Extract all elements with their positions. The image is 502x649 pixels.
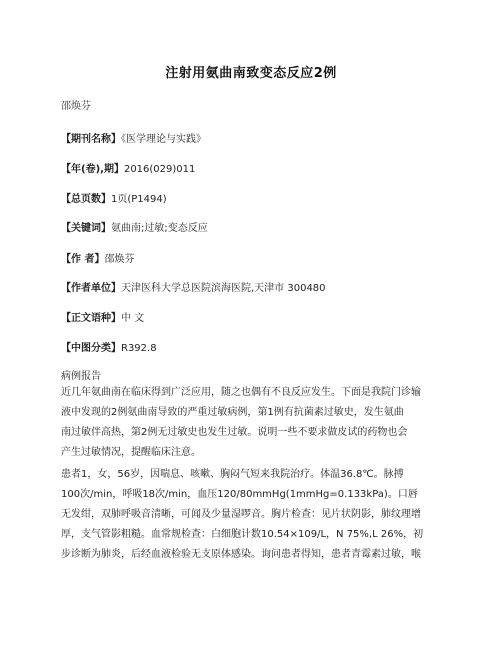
meta-key: 【期刊名称】	[61, 134, 121, 145]
meta-value: 2016(029)011	[123, 164, 196, 175]
meta-key: 【中图分类】	[61, 343, 121, 354]
meta-key: 【作 者】	[61, 254, 105, 265]
section-heading: 病例报告	[61, 371, 101, 382]
meta-value: 中 文	[121, 313, 145, 324]
meta-value: 邵焕芬	[104, 254, 135, 265]
text-line: 患者1，女，56岁，因喘息、咳嗽、胸闷气短来我院治疗。体温36.8℃。脉搏	[61, 469, 404, 480]
meta-key: 【正文语种】	[61, 313, 121, 324]
meta-value: 1页(P1494)	[111, 194, 167, 205]
case-paragraph	[61, 465, 445, 565]
intro-paragraph	[61, 383, 445, 463]
meta-keywords	[61, 219, 208, 234]
meta-journal	[61, 130, 206, 145]
meta-value: 天津医科大学总医院滨海医院,天津市 300480	[121, 283, 326, 294]
author-line: 邵焕芬	[61, 101, 91, 112]
meta-key: 【作者单位】	[61, 283, 121, 294]
text-line: 液中发现的2例氨曲南导致的严重过敏病例，第1例有抗菌素过敏史，发生氨曲	[61, 407, 404, 418]
text-line: 步诊断为肺炎，后经血液检验无支原体感染。询问患者得知，患者青霉素过敏，喉	[61, 549, 421, 560]
text-line: 近几年氨曲南在临床得到广泛应用，随之也偶有不良反应发生。下面是我院门诊输	[61, 387, 421, 398]
meta-key: 【总页数】	[61, 194, 111, 205]
text-line: 南过敏伴高热，第2例无过敏史也发生过敏。说明一些不要求做皮试的药物也会	[61, 427, 408, 438]
text-line: 100次/min，呼吸18次/min，血压120/80mmHg(1mmHg=0.133kPa)。口唇	[61, 489, 418, 500]
meta-author	[61, 250, 134, 265]
meta-value: 氨曲南;过敏;变态反应	[111, 223, 208, 234]
meta-value: R392.8	[121, 343, 157, 354]
meta-classification	[61, 339, 157, 354]
meta-affiliation	[61, 279, 326, 294]
meta-value: 《医学理论与实践》	[121, 134, 206, 145]
article-title: 注射用氨曲南致变态反应2例	[165, 66, 337, 81]
meta-key: 【年(卷),期】	[61, 164, 124, 175]
meta-language	[61, 309, 144, 324]
meta-pages	[61, 190, 167, 205]
text-line: 厚，支气管影粗糙。血常规检查：白细胞计数10.54×109/L，N 75%,L 26%，初	[61, 529, 424, 540]
meta-key: 【关键词】	[61, 223, 111, 234]
text-line: 无发绀，双肺呼吸音清晰，可闻及少量湿啰音。胸片检查：见片状阴影，肺纹理增	[61, 509, 421, 520]
meta-volume	[61, 160, 195, 175]
text-line: 产生过敏情况，提醒临床注意。	[61, 447, 201, 458]
